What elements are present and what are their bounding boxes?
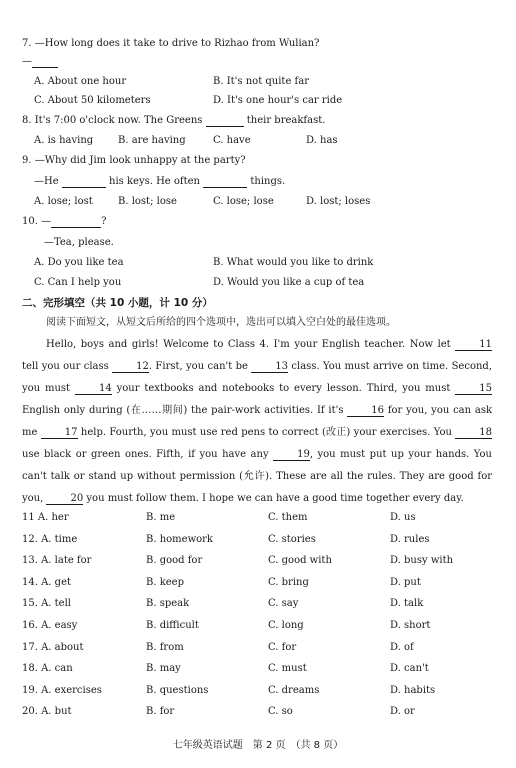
option-12-c: C. stories: [268, 533, 316, 545]
question-10-stem: 10. — ?: [22, 216, 107, 227]
option-11-d: D. us: [390, 512, 416, 523]
option-20-a: 20. A. but: [22, 706, 72, 718]
option-16-b: B. difficult: [146, 620, 199, 631]
blank-11: 11: [455, 339, 492, 351]
option-20-c: C. so: [268, 706, 293, 718]
option-17-b: B. from: [146, 641, 184, 653]
question-7-option-a: A. About one hour: [34, 76, 127, 87]
question-10-option-b: B. What would you like to drink: [213, 257, 374, 268]
question-8-option-d: D. has: [306, 135, 338, 146]
blank-19: 19: [273, 449, 310, 461]
cloze-passage: Hello, boys and girls! Welcome to Class 4. I'm your English teacher. Now let 11 tell you our class 12. First, you can't be 13 class. You must arrive on time. Second, you must 14 your textbooks and notebooks to every lesson. Third, you must 15 English only during (在……期间) the pair-work activities. If it's 16 for you, you can ask me 17 help. Fourth, you must use red pens to correct (改正) your exercises. You 18 use black or green ones. Fifth, if you have any 19, you must put up your hands. You can't talk or stand up without permission (允许). These are all the rules. They are good for you, 20 you must follow them. I hope we can have a good time together every day.: [22, 339, 493, 504]
question-8-option-b: B. are having: [118, 135, 186, 146]
blank-13: 13: [251, 361, 288, 373]
question-7-option-d: D. It's one hour's car ride: [213, 95, 343, 106]
option-18-b: B. may: [146, 663, 181, 675]
option-18-d: D. can't: [390, 663, 429, 675]
question-9-stem-2: —He his keys. He often things.: [34, 176, 286, 187]
blank-17: 17: [41, 427, 78, 439]
question-9-option-a: A. lose; lost: [34, 196, 93, 207]
section-2-title: 二、完形填空（共 10 小题，计 10 分）: [22, 297, 213, 309]
option-14-a: 14. A. get: [22, 576, 71, 588]
question-7-option-c: C. About 50 kilometers: [34, 95, 151, 106]
option-11-b: B. me: [146, 512, 176, 523]
blank-14: 14: [75, 383, 112, 395]
option-14-b: B. keep: [146, 576, 185, 588]
option-17-a: 17. A. about: [22, 641, 84, 653]
option-15-b: B. speak: [146, 598, 190, 610]
option-13-d: D. busy with: [390, 555, 454, 567]
option-15-d: D. talk: [390, 598, 424, 610]
question-8-stem: 8. It's 7:00 o'clock now. The Greens their breakfast.: [22, 115, 326, 126]
option-20-d: D. or: [390, 706, 415, 718]
question-9-option-b: B. lost; lose: [118, 196, 177, 207]
option-16-a: 16. A. easy: [22, 620, 78, 631]
question-10-option-c: C. Can I help you: [34, 277, 122, 288]
option-12-d: D. rules: [390, 533, 430, 545]
section-2-instruction: 阅读下面短文，从短文后所给的四个选项中，选出可以填入空白处的最佳选项。: [46, 317, 396, 328]
option-13-c: C. good with: [268, 555, 332, 567]
blank-18: 18: [455, 427, 492, 439]
option-14-d: D. put: [390, 576, 421, 588]
option-19-d: D. habits: [390, 684, 436, 696]
option-14-c: C. bring: [268, 576, 309, 588]
option-19-c: C. dreams: [268, 684, 320, 696]
option-17-c: C. for: [268, 641, 297, 653]
blank-16: 16: [347, 405, 384, 417]
question-8-option-a: A. is having: [34, 135, 94, 146]
option-18-c: C. must: [268, 663, 307, 675]
option-18-a: 18. A. can: [22, 663, 73, 675]
blank-20: 20: [46, 493, 83, 505]
option-16-d: D. short: [390, 620, 431, 631]
question-7-option-b: B. It's not quite far: [213, 76, 309, 87]
question-9-stem: 9. —Why did Jim look unhappy at the party?: [22, 155, 246, 166]
blank-15: 15: [455, 383, 492, 395]
option-15-a: 15. A. tell: [22, 598, 71, 610]
question-10-stem-2: —Tea, please.: [44, 237, 114, 248]
option-11-c: C. them: [268, 512, 308, 523]
question-9-option-d: D. lost; loses: [306, 196, 371, 207]
option-20-b: B. for: [146, 706, 175, 718]
option-12-a: 12. A. time: [22, 533, 78, 545]
page-footer: 七年级英语试题 第 2 页 （共 8 页）: [172, 740, 344, 751]
option-12-b: B. homework: [146, 533, 213, 545]
blank-12: 12: [112, 361, 149, 373]
question-7-answer-line: —: [22, 56, 58, 68]
question-10-option-d: D. Would you like a cup of tea: [213, 277, 365, 288]
question-8-option-c: C. have: [213, 135, 251, 146]
option-19-b: B. questions: [146, 684, 209, 696]
question-9-option-c: C. lose; lose: [213, 196, 274, 207]
option-19-a: 19. A. exercises: [22, 684, 102, 696]
option-15-c: C. say: [268, 598, 299, 610]
option-17-d: D. of: [390, 641, 414, 653]
question-7-stem: 7. —How long does it take to drive to Rizhao from Wulian?: [22, 38, 320, 49]
option-11-a: 11 A. her: [22, 512, 69, 523]
option-16-c: C. long: [268, 620, 304, 631]
question-10-option-a: A. Do you like tea: [34, 257, 124, 268]
option-13-b: B. good for: [146, 555, 203, 567]
option-13-a: 13. A. late for: [22, 555, 92, 567]
